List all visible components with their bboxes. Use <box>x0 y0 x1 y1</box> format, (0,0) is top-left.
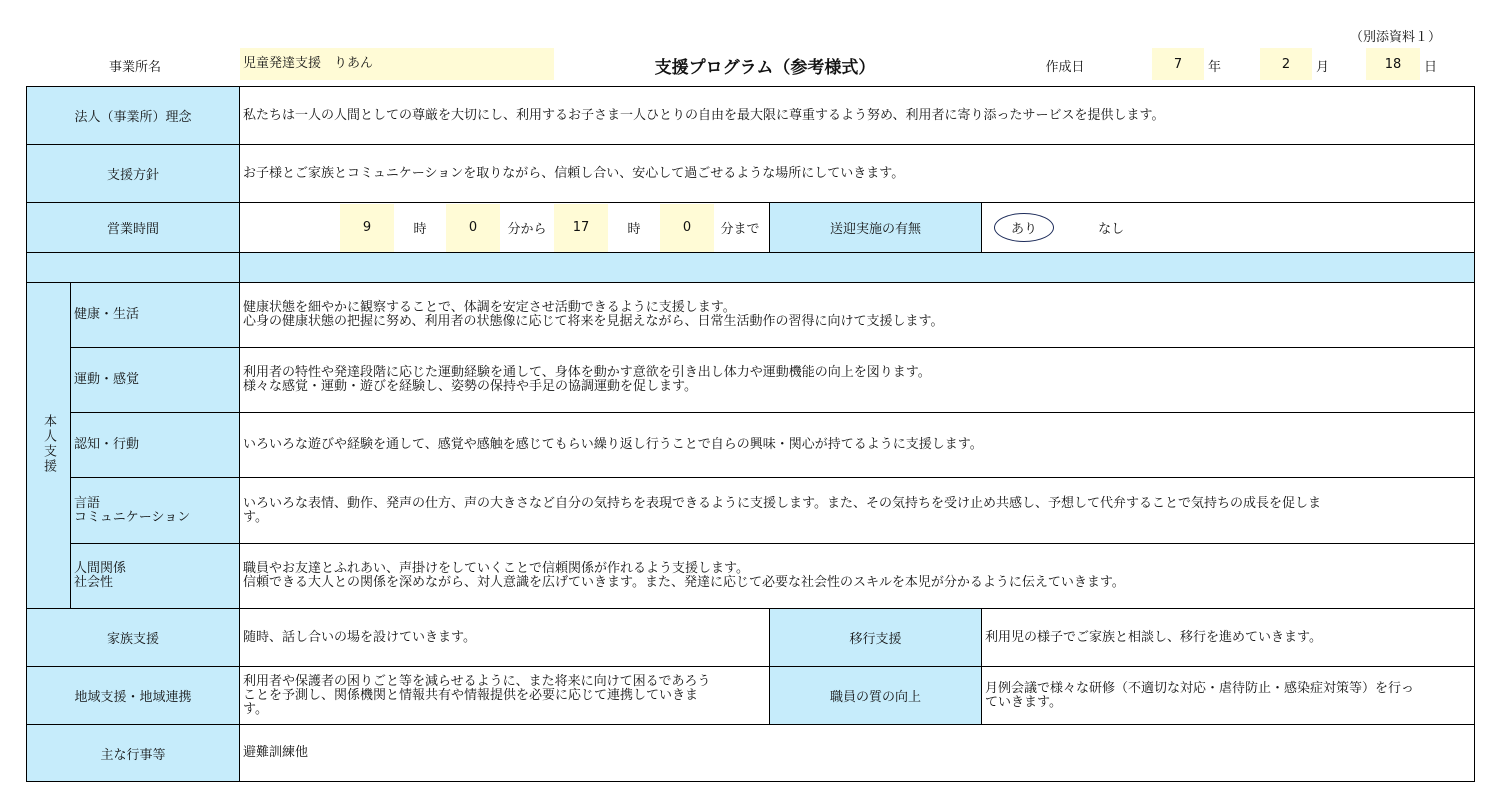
start-min-field[interactable]: 0 <box>446 204 500 252</box>
hours-row <box>27 203 1475 253</box>
day-field[interactable]: 18 <box>1366 48 1420 80</box>
from-text: 分から <box>507 222 547 237</box>
personal-support-label: 本人支援 <box>41 413 56 474</box>
end-hour-unit: 時 <box>627 222 641 237</box>
end-min-field[interactable]: 0 <box>660 204 714 252</box>
transition-label: 移行支援 <box>770 609 982 667</box>
family-text[interactable]: 随時、話し合いの場を設けていきます。 <box>240 609 770 667</box>
end-hour-field[interactable]: 17 <box>554 204 608 252</box>
start-hour-field[interactable]: 9 <box>340 204 394 252</box>
family-label: 家族支援 <box>27 609 240 667</box>
personal-label: 人間関係 社会性 <box>71 544 240 609</box>
day-unit: 日 <box>1424 60 1438 75</box>
transport-option-yes-selected[interactable]: あり <box>994 213 1054 242</box>
philosophy-row <box>27 87 1475 145</box>
personal-row-social <box>27 544 1475 609</box>
separator-right <box>240 253 1475 283</box>
philosophy-text[interactable]: 私たちは一人の人間としての尊厳を大切にし、利用するお子さま一人ひとりの自由を最大限に尊重するよう努め、利用者に寄り添ったサービスを提供します。 <box>240 87 1475 145</box>
quality-text[interactable]: 月例会議で様々な研修（不適切な対応・虐待防止・感染症対策等）を行っ ていきます。 <box>982 667 1475 725</box>
events-text[interactable]: 避難訓練他 <box>240 725 1475 782</box>
personal-row-cognition <box>27 413 1475 478</box>
personal-text[interactable]: 健康状態を細やかに観察することで、体調を安定させ活動できるように支援します。 心身の健康状態の把握に努め、利用者の状態像に応じて将来を見据えながら、日常生活動作の習得に向けて支援します。 <box>240 283 1475 348</box>
year-field[interactable]: 7 <box>1152 48 1204 80</box>
personal-text[interactable]: 職員やお友達とふれあい、声掛けをしていくことで信頼関係が作れるよう支援します。 信頼できる大人との関係を深めながら、対人意識を広げていきます。また、発達に応じて必要な社会性のスキルを本児が分かるように伝えていきます。 <box>240 544 1475 609</box>
personal-text[interactable]: いろいろな表情、動作、発声の仕方、声の大きさなど自分の気持ちを表現できるように支援します。また、その気持ちを受け止め共感し、予想して代弁することで気持ちの成長を促しま す。 <box>240 478 1475 544</box>
transport-options <box>982 203 1475 253</box>
hours-cell <box>240 203 770 253</box>
month-unit: 月 <box>1316 60 1330 75</box>
personal-label: 健康・生活 <box>71 283 240 348</box>
personal-row-motor <box>27 348 1475 413</box>
hours-label: 営業時間 <box>27 203 240 253</box>
events-row <box>27 725 1475 782</box>
community-text[interactable]: 利用者や保護者の困りごと等を減らせるように、また将来に向けて困るであろう ことを予測し、関係機関と情報共有や情報提供を必要に応じて連携していきま す。 <box>240 667 770 725</box>
personal-label: 言語 コミュニケーション <box>71 478 240 544</box>
events-label: 主な行事等 <box>27 725 240 782</box>
personal-row-language <box>27 478 1475 544</box>
to-text: 分まで <box>720 222 760 237</box>
year-unit: 年 <box>1208 60 1222 75</box>
support-program-table <box>26 86 1475 782</box>
personal-text[interactable]: 利用者の特性や発達段階に応じた運動経験を通して、身体を動かす意欲を引き出し体力や運動機能の向上を図ります。 様々な感覚・運動・遊びを経験し、姿勢の保持や手足の協調運動を促します。 <box>240 348 1475 413</box>
separator-left <box>27 253 240 283</box>
page-title: 支援プログラム（参考様式） <box>654 57 876 78</box>
quality-label: 職員の質の向上 <box>770 667 982 725</box>
blank-separator-row <box>27 253 1475 283</box>
start-hour-unit: 時 <box>413 222 427 237</box>
personal-row-health <box>27 283 1475 348</box>
policy-row <box>27 145 1475 203</box>
personal-text[interactable]: いろいろな遊びや経験を通して、感覚や感触を感じてもらい繰り返し行うことで自らの興味・関心が持てるように支援します。 <box>240 413 1475 478</box>
personal-label: 認知・行動 <box>71 413 240 478</box>
transport-label: 送迎実施の有無 <box>770 203 982 253</box>
office-name-field[interactable]: 児童発達支援 りあん <box>240 48 554 80</box>
policy-text[interactable]: お子様とご家族とコミュニケーションを取りながら、信頼し合い、安心して過ごせるような場所にしていきます。 <box>240 145 1475 203</box>
office-label: 事業所名 <box>108 59 161 75</box>
policy-label: 支援方針 <box>27 145 240 203</box>
personal-support-label-cell <box>27 283 71 609</box>
attachment-note: （別添資料１） <box>1350 30 1442 45</box>
month-field[interactable]: 2 <box>1260 48 1312 80</box>
family-row <box>27 609 1475 667</box>
transport-option-no[interactable]: なし <box>1098 222 1125 237</box>
community-row <box>27 667 1475 725</box>
philosophy-label: 法人（事業所）理念 <box>27 87 240 145</box>
date-label: 作成日 <box>1045 59 1085 75</box>
transition-text[interactable]: 利用児の様子でご家族と相談し、移行を進めていきます。 <box>982 609 1475 667</box>
community-label: 地域支援・地域連携 <box>27 667 240 725</box>
personal-label: 運動・感覚 <box>71 348 240 413</box>
